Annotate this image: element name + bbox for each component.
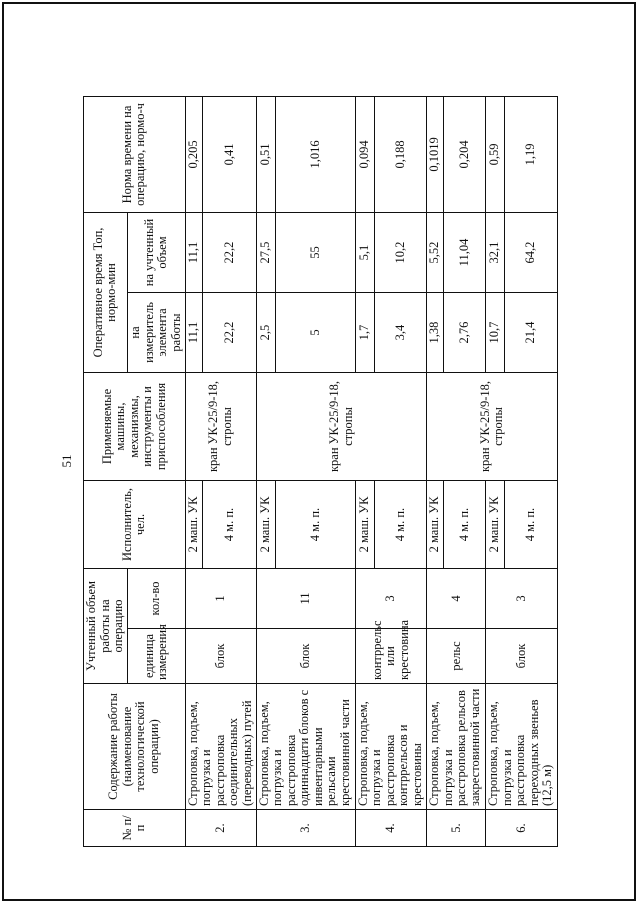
row-per-unit: 2,76 [443, 293, 486, 373]
row-machines: кран УК-25/9-18, стропы [427, 373, 558, 481]
row-machines: кран УК-25/9-18, стропы [185, 373, 256, 481]
table-row [427, 96, 444, 846]
row-unit: рельс [427, 629, 486, 684]
row-norm: 0,51 [256, 96, 275, 212]
header-op-time-group: Оперативное время Топ, нормо-мин [84, 212, 128, 372]
row-per-unit: 5 [276, 293, 356, 373]
row-per-volume: 11,04 [443, 212, 486, 292]
row-performer: 2 маш. УК [185, 481, 202, 569]
row-per-unit: 11,1 [185, 293, 202, 373]
row-performer: 4 м. п. [374, 481, 426, 569]
row-performer: 2 маш. УК [486, 481, 504, 569]
row-performer: 2 маш. УК [256, 481, 275, 569]
row-per-volume: 32,1 [486, 212, 504, 292]
row-unit: блок [256, 629, 355, 684]
header-norm: Норма времени на операцию, нормо-ч [84, 96, 186, 212]
row-unit: блок [185, 629, 256, 684]
row-norm: 0,59 [486, 96, 504, 212]
row-qty: 3 [355, 569, 426, 629]
rotated-table-container [83, 97, 558, 847]
page-number: 51 [59, 454, 74, 468]
row-performer: 2 маш. УК [427, 481, 444, 569]
row-qty: 3 [486, 569, 558, 629]
row-norm: 0,204 [443, 96, 486, 212]
row-per-volume: 64,2 [504, 212, 557, 292]
row-num: 2. [185, 810, 256, 847]
header-num: № п/п [84, 810, 186, 847]
row-per-volume: 5,1 [355, 212, 374, 292]
row-num: 4. [355, 810, 426, 847]
row-norm: 0,1019 [427, 96, 444, 212]
row-unit: блок [486, 629, 558, 684]
row-per-volume: 22,2 [202, 212, 256, 292]
header-machines: Применяемые машины, механизмы, инструменты и приспособления [84, 373, 186, 481]
header-per-volume: на учтенный объем [127, 212, 185, 292]
row-norm: 0,188 [374, 96, 426, 212]
table-row [256, 96, 275, 846]
row-content: Строповка, подъем, погрузка и расстроповка одиннадцати блоков с инвентарными рельсами крестовинной части [256, 684, 355, 810]
row-num: 5. [427, 810, 486, 847]
row-performer: 4 м. п. [443, 481, 486, 569]
header-unit: единица измерения [127, 629, 185, 684]
row-per-unit: 10,7 [486, 293, 504, 373]
row-norm: 1,016 [276, 96, 356, 212]
row-norm: 1,19 [504, 96, 557, 212]
header-volume-group: Учтенный объем работы на операцию [84, 569, 128, 684]
row-performer: 4 м. п. [202, 481, 256, 569]
row-norm: 0,41 [202, 96, 256, 212]
row-unit: контррельс или крестовина [355, 629, 426, 684]
row-per-volume: 10,2 [374, 212, 426, 292]
row-content: Строповка, подъем, погрузка и расстроповка соединительных (переводных) путей [185, 684, 256, 810]
row-per-unit: 21,4 [504, 293, 557, 373]
norms-table [83, 96, 558, 847]
row-per-unit: 3,4 [374, 293, 426, 373]
table-row [185, 96, 202, 846]
header-content: Содержание работы (наименование технологической операции) [84, 684, 186, 810]
row-per-unit: 1,7 [355, 293, 374, 373]
row-content: Строповка, подъем, погрузка и расстроповка рельсов закрестовинной части [427, 684, 486, 810]
row-per-volume: 27,5 [256, 212, 275, 292]
row-per-volume: 55 [276, 212, 356, 292]
row-machines: кран УК-25/9-18, стропы [256, 373, 426, 481]
row-performer: 4 м. п. [504, 481, 557, 569]
row-norm: 0,094 [355, 96, 374, 212]
row-content: Строповка, подъем, погрузка и расстроповка переходных звеньев (12,5 м) [486, 684, 558, 810]
row-per-unit: 1,38 [427, 293, 444, 373]
row-per-unit: 2,5 [256, 293, 275, 373]
row-content: Строповка, подъем, погрузка и расстроповка контррельсов и крестовины [355, 684, 426, 810]
row-per-volume: 11,1 [185, 212, 202, 292]
row-num: 3. [256, 810, 355, 847]
row-performer: 2 маш. УК [355, 481, 374, 569]
header-performer: Исполнитель, чел. [84, 481, 186, 569]
row-per-unit: 22,2 [202, 293, 256, 373]
row-norm: 0,205 [185, 96, 202, 212]
row-qty: 4 [427, 569, 486, 629]
row-qty: 11 [256, 569, 355, 629]
header-qty: кол-во [127, 569, 185, 629]
row-per-volume: 5,52 [427, 212, 444, 292]
row-qty: 1 [185, 569, 256, 629]
row-performer: 4 м. п. [276, 481, 356, 569]
row-num: 6. [486, 810, 558, 847]
header-per-unit: на измеритель элемента работы [127, 293, 185, 373]
